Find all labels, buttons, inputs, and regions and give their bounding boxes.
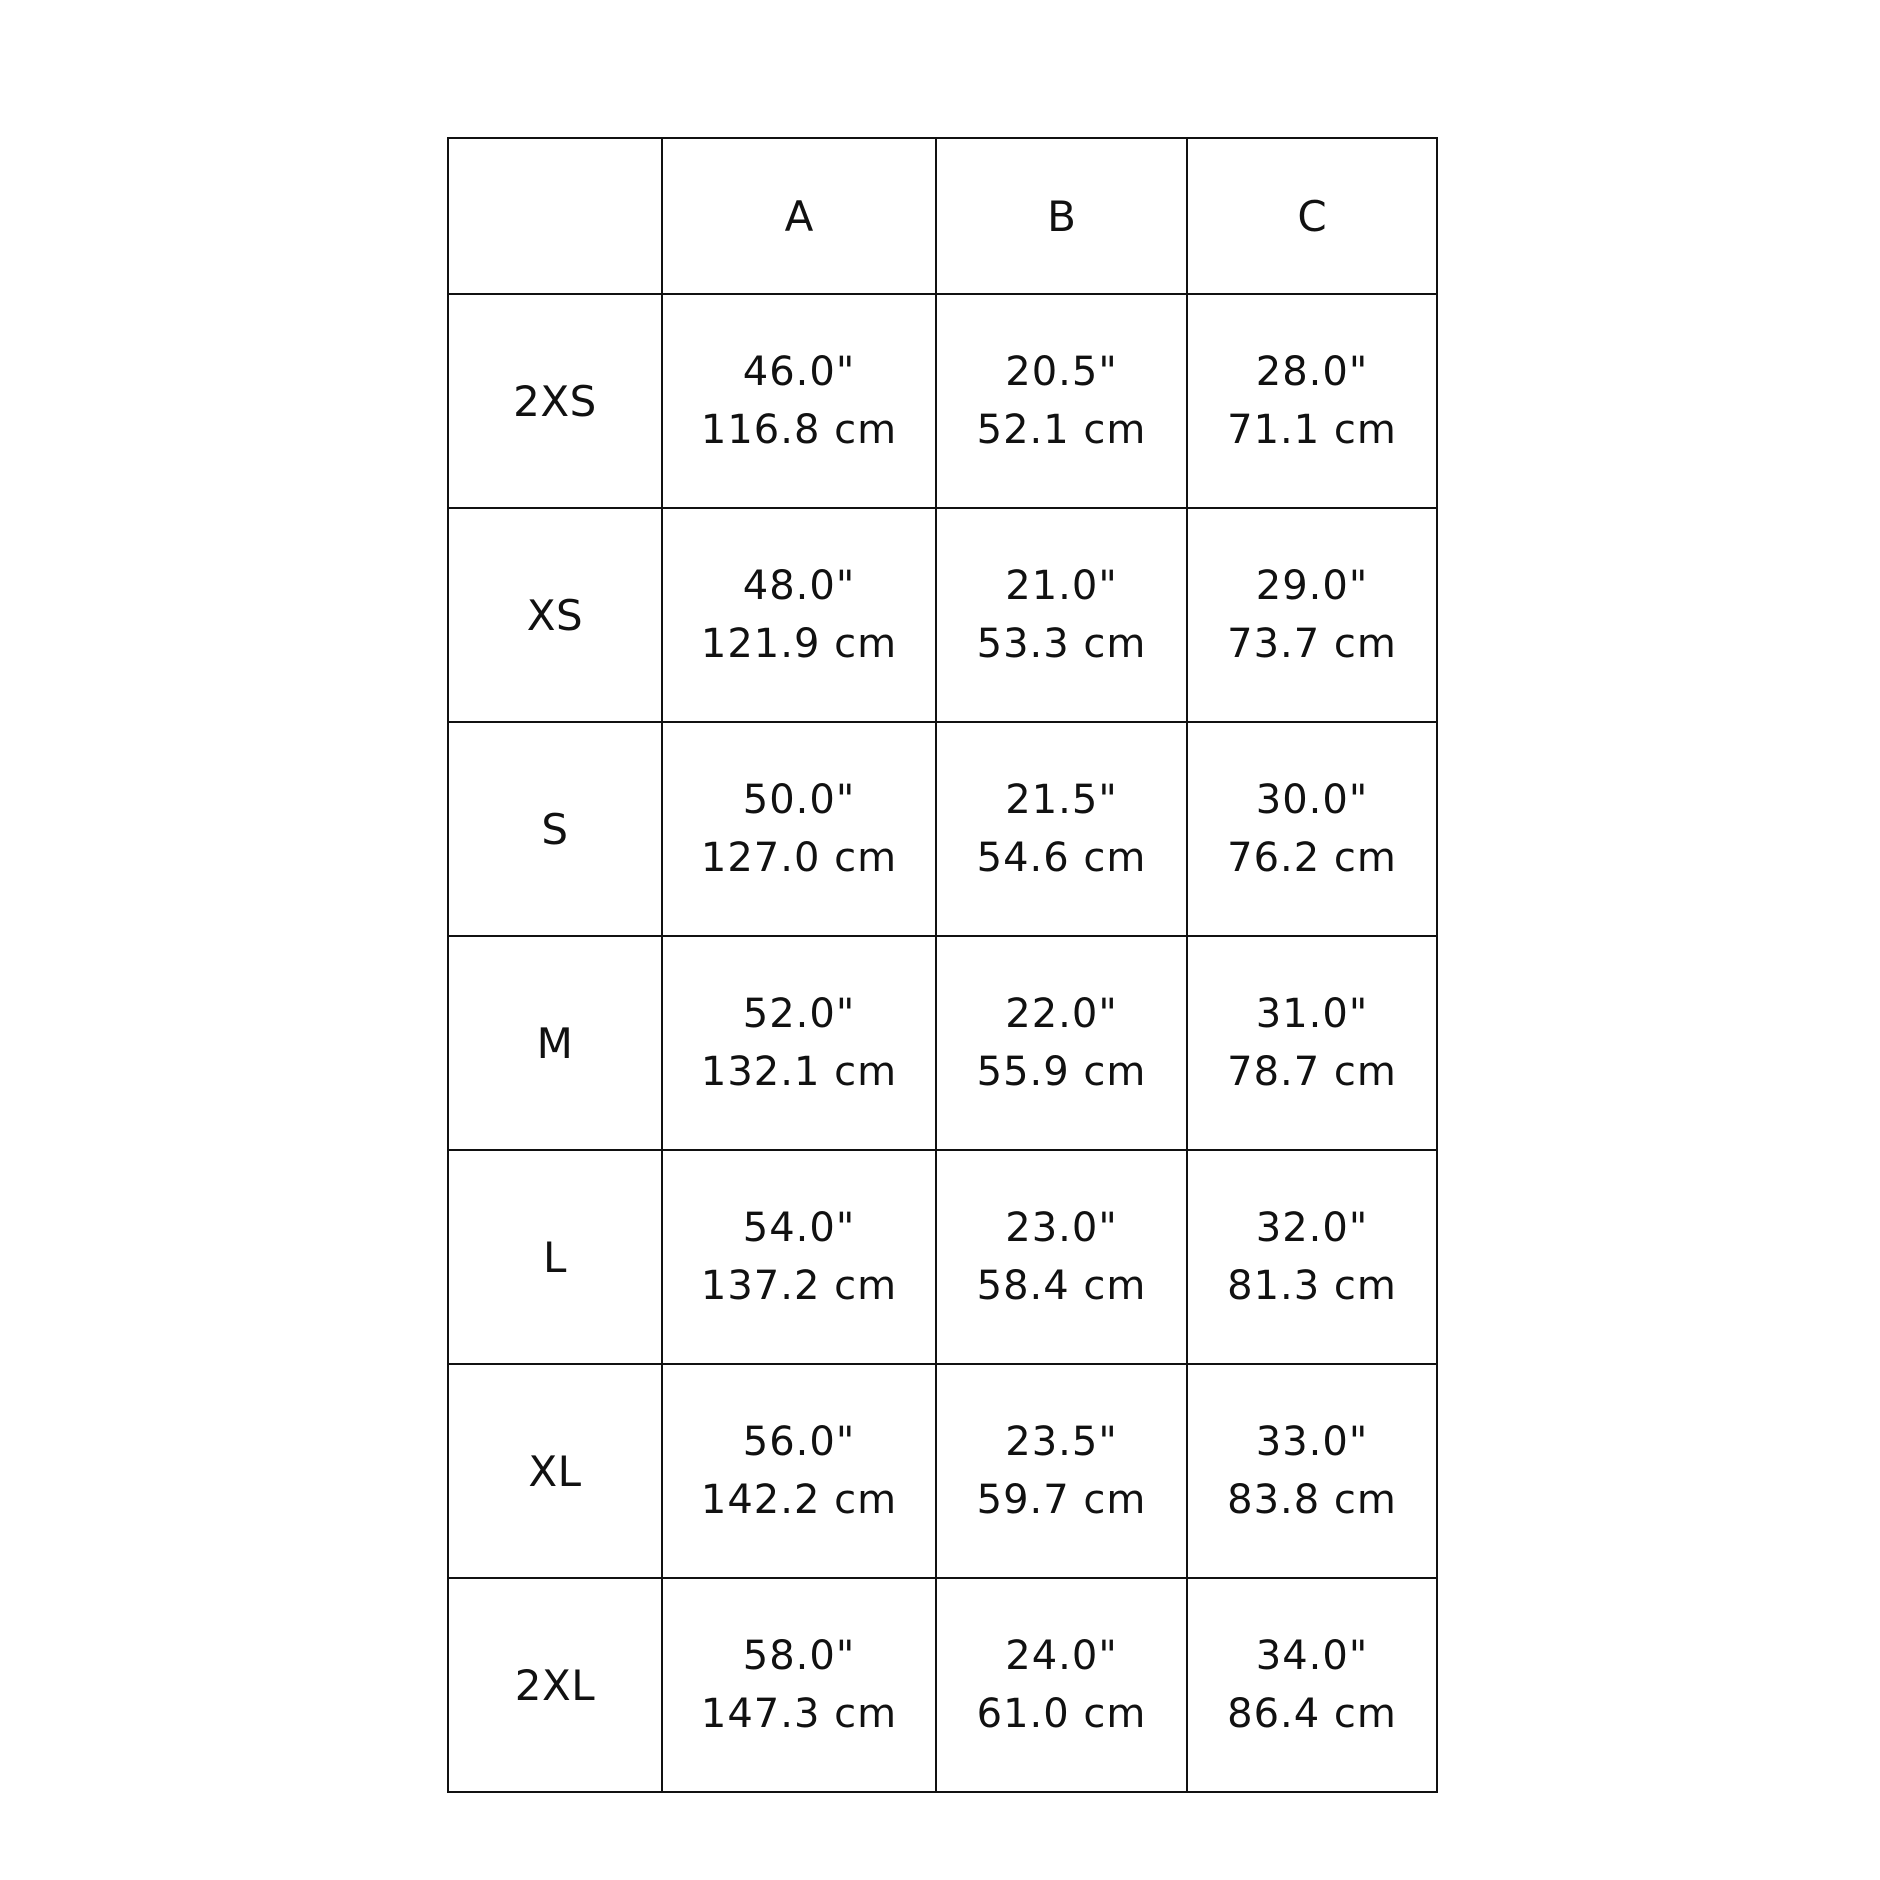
size-label: S — [448, 722, 662, 936]
measurement-inches: 22.0" — [1005, 991, 1118, 1037]
measurement-cm: 53.3 cm — [976, 621, 1147, 667]
measurement-cm: 132.1 cm — [700, 1049, 898, 1095]
table-row — [448, 1150, 1437, 1364]
measurement-cm: 121.9 cm — [700, 621, 898, 667]
measurement-cm: 127.0 cm — [700, 835, 898, 881]
measurement-inches: 24.0" — [1005, 1633, 1118, 1679]
measurement-cell — [662, 1150, 936, 1364]
table-row — [448, 1578, 1437, 1792]
size-label: XL — [448, 1364, 662, 1578]
measurement-cell — [1187, 936, 1437, 1150]
measurement-inches: 33.0" — [1255, 1419, 1369, 1465]
measurement-inches: 32.0" — [1255, 1205, 1369, 1251]
measurement-cm: 55.9 cm — [976, 1049, 1147, 1095]
measurement-inches: 31.0" — [1255, 991, 1369, 1037]
measurement-cell — [662, 722, 936, 936]
measurement-inches: 30.0" — [1255, 777, 1369, 823]
measurement-inches: 21.5" — [1005, 777, 1118, 823]
header-cell-c: C — [1187, 138, 1437, 294]
measurement-inches: 23.5" — [1005, 1419, 1118, 1465]
measurement-inches: 34.0" — [1255, 1633, 1369, 1679]
measurement-cell — [936, 936, 1187, 1150]
measurement-cm: 73.7 cm — [1227, 621, 1397, 667]
measurement-inches: 29.0" — [1255, 563, 1369, 609]
measurement-cell — [662, 294, 936, 508]
measurement-cm: 147.3 cm — [700, 1691, 898, 1737]
size-label: L — [448, 1150, 662, 1364]
measurement-cm: 116.8 cm — [700, 407, 898, 453]
measurement-inches: 46.0" — [742, 349, 856, 395]
size-label: 2XS — [448, 294, 662, 508]
table-row — [448, 722, 1437, 936]
measurement-inches: 28.0" — [1255, 349, 1369, 395]
table-row — [448, 294, 1437, 508]
measurement-cell — [1187, 508, 1437, 722]
measurement-cm: 142.2 cm — [700, 1477, 898, 1523]
measurement-inches: 48.0" — [742, 563, 856, 609]
measurement-cell — [1187, 294, 1437, 508]
size-label: M — [448, 936, 662, 1150]
measurement-cell — [936, 1364, 1187, 1578]
measurement-inches: 23.0" — [1005, 1205, 1118, 1251]
measurement-cell — [662, 1364, 936, 1578]
measurement-cell — [1187, 1150, 1437, 1364]
measurement-inches: 58.0" — [742, 1633, 856, 1679]
measurement-cell — [936, 1578, 1187, 1792]
measurement-cell — [936, 722, 1187, 936]
measurement-cell — [936, 294, 1187, 508]
measurement-inches: 56.0" — [742, 1419, 856, 1465]
measurement-cell — [1187, 1364, 1437, 1578]
measurement-cm: 86.4 cm — [1227, 1691, 1397, 1737]
measurement-inches: 20.5" — [1005, 349, 1118, 395]
header-cell-empty — [448, 138, 662, 294]
measurement-cell — [1187, 1578, 1437, 1792]
table-body — [448, 294, 1437, 1792]
measurement-cm: 61.0 cm — [976, 1691, 1147, 1737]
measurement-inches: 54.0" — [742, 1205, 856, 1251]
size-label: XS — [448, 508, 662, 722]
measurement-cell — [662, 1578, 936, 1792]
measurement-cell — [662, 936, 936, 1150]
measurement-cm: 54.6 cm — [976, 835, 1147, 881]
measurement-cell — [662, 508, 936, 722]
measurement-cell — [936, 508, 1187, 722]
size-label: 2XL — [448, 1578, 662, 1792]
measurement-cm: 71.1 cm — [1227, 407, 1397, 453]
measurement-cm: 83.8 cm — [1227, 1477, 1397, 1523]
measurement-cm: 137.2 cm — [700, 1263, 898, 1309]
header-cell-a: A — [662, 138, 936, 294]
size-chart-table — [447, 137, 1438, 1793]
table-row — [448, 1364, 1437, 1578]
measurement-inches: 21.0" — [1005, 563, 1118, 609]
measurement-cm: 59.7 cm — [976, 1477, 1147, 1523]
header-cell-b: B — [936, 138, 1187, 294]
measurement-cell — [1187, 722, 1437, 936]
table-row — [448, 508, 1437, 722]
measurement-cm: 78.7 cm — [1227, 1049, 1397, 1095]
measurement-cm: 76.2 cm — [1227, 835, 1397, 881]
measurement-inches: 52.0" — [742, 991, 856, 1037]
measurement-cm: 81.3 cm — [1227, 1263, 1397, 1309]
measurement-cm: 52.1 cm — [976, 407, 1147, 453]
measurement-inches: 50.0" — [742, 777, 856, 823]
table-header-row — [448, 138, 1437, 294]
table-row — [448, 936, 1437, 1150]
measurement-cell — [936, 1150, 1187, 1364]
measurement-cm: 58.4 cm — [976, 1263, 1147, 1309]
